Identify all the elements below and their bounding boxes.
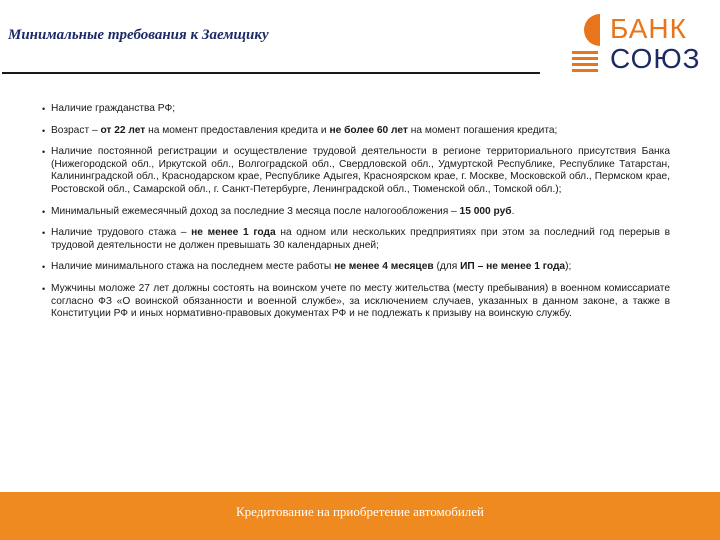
bank-logo (568, 10, 718, 76)
bank-logo-mark-icon (568, 12, 600, 76)
req-text-bold: не менее 1 года (191, 227, 276, 239)
req-text-bold: ИП – не менее 1 года (460, 261, 566, 273)
req-text: Возраст – (51, 124, 101, 136)
req-text: ); (565, 261, 572, 273)
page-title: Минимальные требования к Заемщику (8, 27, 269, 43)
req-text-bold: 15 000 руб (459, 205, 512, 217)
requirement-work-experience (42, 227, 670, 252)
req-text: на одном или нескольких предприятиях при этом за последний год перерыв в трудовой деятельности не должен превышать 30 календарных дней; (51, 227, 670, 251)
req-text: Наличие минимального стажа на последнем месте работы (51, 261, 335, 273)
logo-text-bank: БАНК (610, 13, 687, 44)
req-text: на момент предоставления кредита и (145, 124, 330, 136)
requirement-citizenship (42, 103, 670, 116)
req-text: Наличие постоянной регистрации и осуществление трудовой деятельности в регионе территориального присутствия Банка (Нижегородской обл., Иркутской обл., Волгоградской обл., Свердловской обл., Удмуртской Республике, Республике Татарстан, Калининградской обл., Краснодарском крае, Республике Адыгея, Красноярском крае, г. Москве, Московской обл., Пермском крае, Ростовской обл., Самарской обл., г. Санкт-Петербурге, Ленинградской обл., Тюменской обл., Томской обл.); (51, 146, 670, 195)
requirements-list (42, 103, 670, 330)
req-text: Мужчины моложе 27 лет должны состоять на воинском учете по месту жительства (месту пребывания) в военном комиссариате согласно ФЗ «О воинской обязанности и военной службе», за исключением случаев, указанных в данном законе, а также в Конституции РФ и иных нормативно-правовых документах РФ и не подлежать к призыву на воинскую службу. (51, 282, 670, 320)
req-text: (для (433, 261, 461, 273)
req-text-bold: не более 60 лет (329, 124, 408, 136)
req-text-bold: не менее 4 месяцев (334, 261, 434, 273)
footer-text: Кредитование на приобретение автомобилей (235, 504, 485, 519)
req-text: на момент погашения кредита; (407, 124, 558, 136)
requirement-age (42, 125, 670, 138)
requirement-registration (42, 146, 670, 196)
req-text: Наличие гражданства РФ; (51, 103, 176, 114)
req-text-bold: от 22 лет (100, 124, 146, 136)
footer-bar (0, 492, 720, 540)
requirement-military (42, 283, 670, 321)
requirement-last-job (42, 261, 670, 274)
title-divider (2, 72, 540, 74)
req-text: Минимальный ежемесячный доход за последние 3 месяца после налогообложения – (51, 205, 460, 217)
requirement-income (42, 206, 670, 219)
req-text: Наличие трудового стажа – (51, 227, 192, 239)
req-text: . (511, 205, 515, 217)
logo-text-soyuz: СОЮЗ (610, 43, 701, 74)
